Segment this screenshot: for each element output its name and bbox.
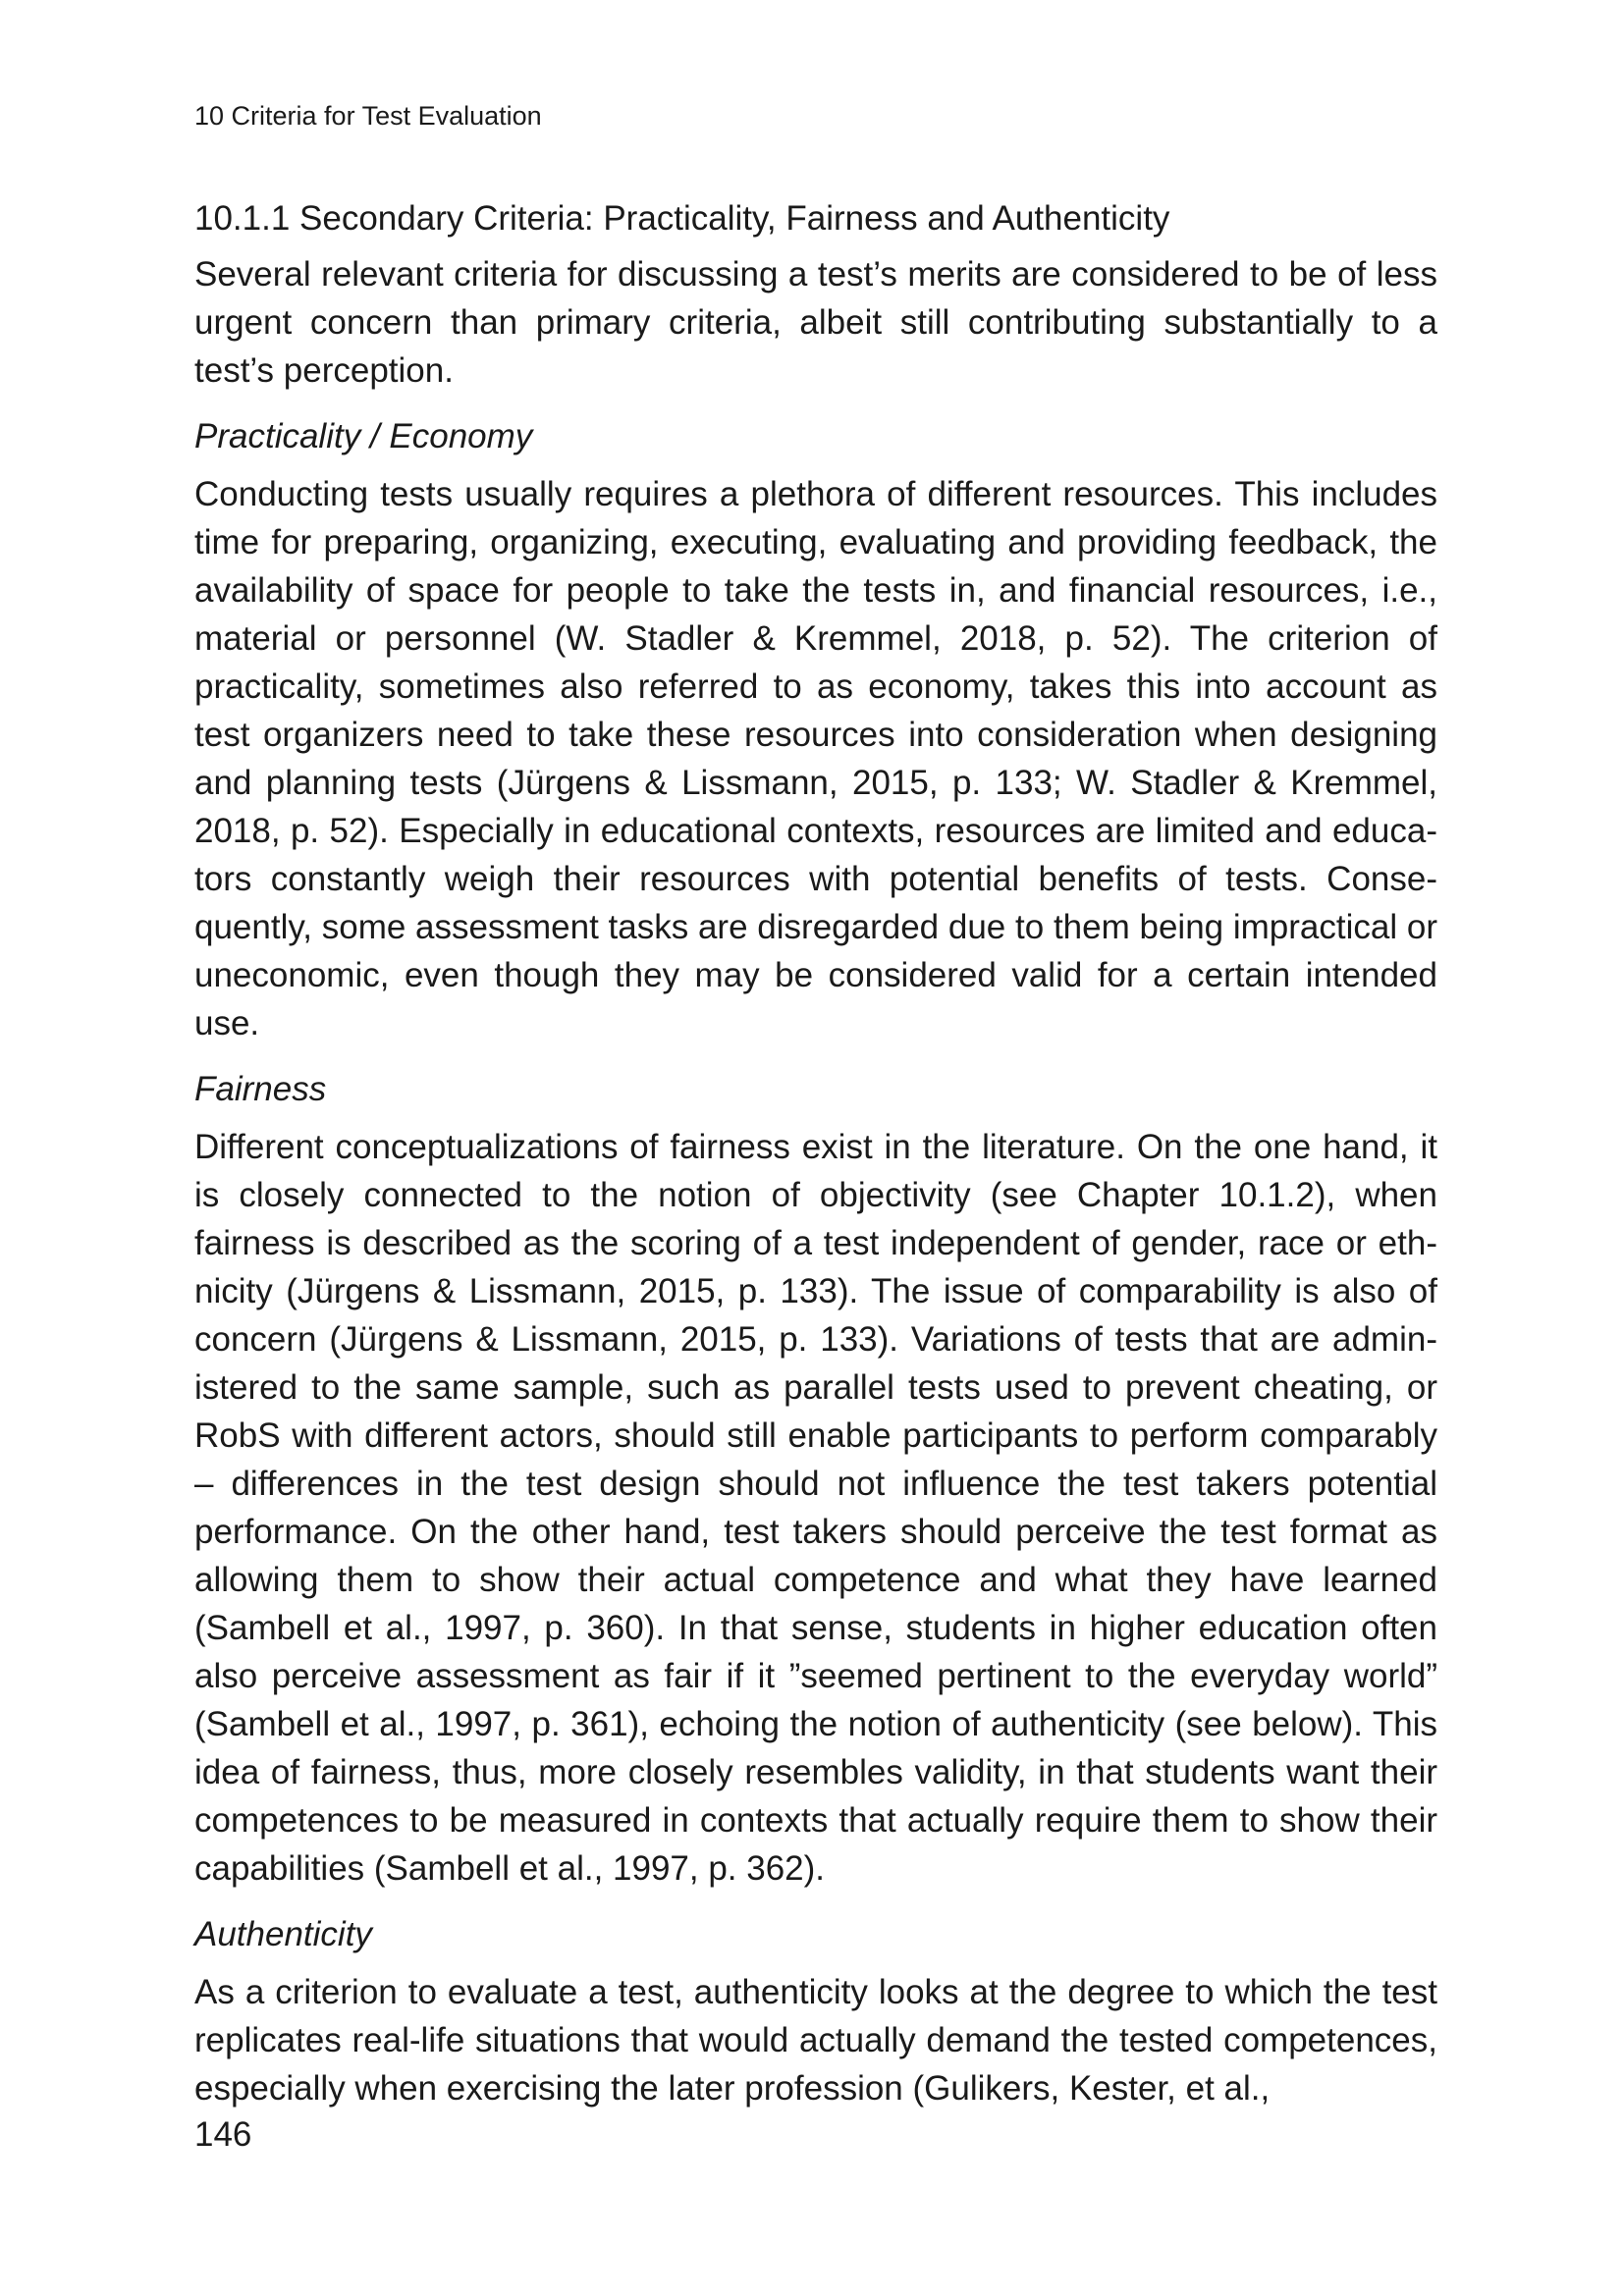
page-number: 146 [194, 2115, 252, 2154]
practicality-heading: Practicality / Economy [194, 417, 533, 455]
fairness-paragraph: Different conceptualizations of fairness exist in the literature. On the one hand, it is closely connected to the notion of objectivity (see Chapter 10.1.2), when fairness is described as the scoring of a test independent of gender, race or ethnicity (Jürgens & Lissmann, 2015, p. 133). The issue of comparability is also of concern (Jürgens & Lissmann, 2015, p. 133). Variations of tests that are administered to the same sample, such as parallel tests used to prevent cheating, or RobS with different actors, should still enable participants to perform comparably – differences in the test design should not influence the test takers potential performance. On the other hand, test takers should perceive the test format as allowing them to show their actual competence and what they have learned (Sambell et al., 1997, p. 360). In that sense, students in higher education often also perceive assessment as fair if it ”seemed pertinent to the everyday world” (Sambell et al., 1997, p. 361), echoing the notion of authenticity (see below). This idea of fairness, thus, more closely resembles validity, in that students want their competences to be measured in contexts that actually require them to show their capabilities (Sambell et al., 1997, p. 362). [194, 1128, 1437, 1888]
practicality-paragraph: Conducting tests usually requires a plethora of different resources. This includes time for preparing, organizing, executing, evaluating and providing feedback, the availability of space for people to take the tests in, and financial resources, i.e., material or personnel (W. Stadler & Kremmel, 2018, p. 52). The criterion of practicality, sometimes also referred to as economy, takes this into account as test organizers need to take these resources into consideration when designing and planning tests (Jürgens & Lissmann, 2015, p. 133; W. Stadler & Kremmel, 2018, p. 52). Especially in educational contexts, resources are limited and educators constantly weigh their resources with potential benefits of tests. Consequently, some assessment tasks are disregarded due to them being impractical or uneconomic, even though they may be considered valid for a certain intended use. [194, 475, 1437, 1042]
fairness-heading: Fairness [194, 1070, 327, 1108]
section-heading: 10.1.1 Secondary Criteria: Practicality, Fairness and Authenticity [194, 199, 1170, 238]
authenticity-paragraph: As a criterion to evaluate a test, authenticity looks at the degree to which the test replicates real-life situations that would actually demand the tested competences, especially when exercising the later profession (Gulikers, Kester, et al., [194, 1973, 1437, 2108]
running-head: 10 Criteria for Test Evaluation [194, 101, 542, 131]
authenticity-heading: Authenticity [194, 1915, 372, 1953]
page-content [194, 194, 1437, 2112]
intro-paragraph: Several relevant criteria for discussing a test’s merits are considered to be of less urgent concern than primary criteria, albeit still contributing substantially to a test’s perception. [194, 255, 1437, 390]
